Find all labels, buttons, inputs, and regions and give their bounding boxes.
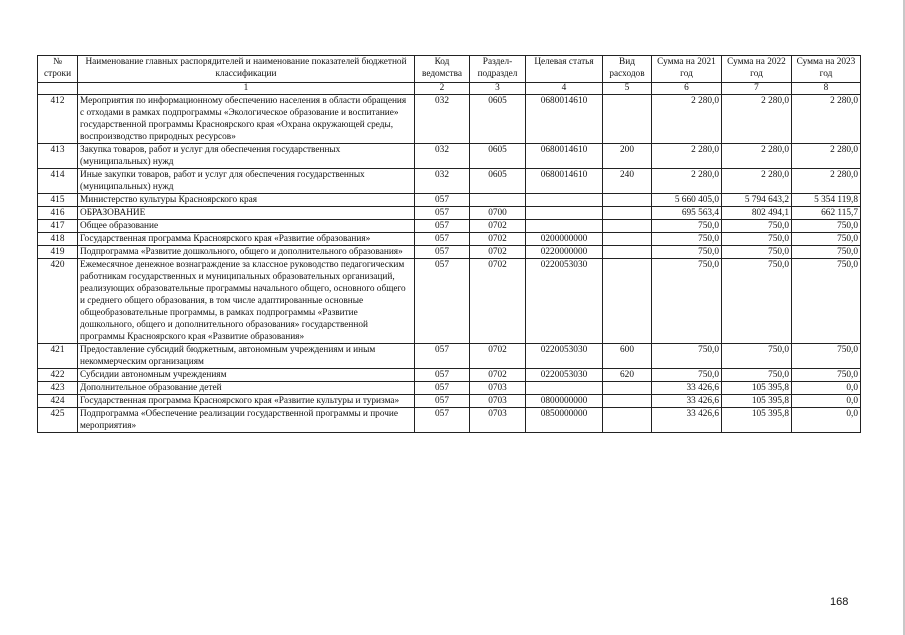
row-sum-2023: 750,0 xyxy=(792,246,861,259)
row-type xyxy=(603,194,652,207)
row-sum-2021: 695 563,4 xyxy=(652,207,722,220)
row-sum-2021: 2 280,0 xyxy=(652,169,722,194)
table-row xyxy=(38,246,861,259)
row-section xyxy=(470,194,526,207)
row-sum-2023: 750,0 xyxy=(792,233,861,246)
row-type xyxy=(603,382,652,395)
row-target: 0200000000 xyxy=(526,233,603,246)
row-number: 423 xyxy=(38,382,78,395)
row-type xyxy=(603,395,652,408)
row-sum-2022: 105 395,8 xyxy=(722,382,792,395)
column-number xyxy=(38,83,78,95)
table-row xyxy=(38,207,861,220)
row-code: 057 xyxy=(415,246,470,259)
row-name: Государственная программа Красноярского края «Развитие культуры и туризма» xyxy=(78,395,415,408)
header-section: Раздел-подраздел xyxy=(470,56,526,83)
row-type xyxy=(603,220,652,233)
row-name: Мероприятия по информационному обеспечению населения в области обращения с отходами в рамках подпрограммы «Экологическое образование и воспитание» государственной программы Красноярского края «Охрана окружающей среды, воспроизводство природных ресурсов» xyxy=(78,95,415,144)
row-sum-2021: 750,0 xyxy=(652,233,722,246)
page-number: 168 xyxy=(830,596,849,608)
row-code: 057 xyxy=(415,207,470,220)
row-type xyxy=(603,233,652,246)
row-sum-2021: 2 280,0 xyxy=(652,144,722,169)
row-sum-2022: 105 395,8 xyxy=(722,395,792,408)
budget-table xyxy=(37,55,861,433)
header-name: Наименование главных распорядителей и наименование показателей бюджетной классификации xyxy=(78,56,415,83)
row-section: 0605 xyxy=(470,95,526,144)
row-name: Дополнительное образование детей xyxy=(78,382,415,395)
row-name: Государственная программа Красноярского края «Развитие образования» xyxy=(78,233,415,246)
row-section: 0702 xyxy=(470,344,526,369)
row-number: 421 xyxy=(38,344,78,369)
row-code: 057 xyxy=(415,259,470,344)
row-sum-2021: 2 280,0 xyxy=(652,95,722,144)
header-sum-2022: Сумма на 2022 год xyxy=(722,56,792,83)
row-sum-2023: 0,0 xyxy=(792,395,861,408)
row-type: 600 xyxy=(603,344,652,369)
row-sum-2023: 5 354 119,8 xyxy=(792,194,861,207)
row-section: 0605 xyxy=(470,169,526,194)
row-target: 0850000000 xyxy=(526,408,603,433)
row-sum-2023: 750,0 xyxy=(792,344,861,369)
row-sum-2021: 750,0 xyxy=(652,220,722,233)
row-type: 240 xyxy=(603,169,652,194)
row-sum-2022: 105 395,8 xyxy=(722,408,792,433)
row-number: 419 xyxy=(38,246,78,259)
row-target: 0220053030 xyxy=(526,344,603,369)
row-section: 0702 xyxy=(470,246,526,259)
row-number: 422 xyxy=(38,369,78,382)
row-code: 057 xyxy=(415,194,470,207)
row-code: 057 xyxy=(415,382,470,395)
row-name: ОБРАЗОВАНИЕ xyxy=(78,207,415,220)
row-sum-2023: 2 280,0 xyxy=(792,169,861,194)
row-number: 417 xyxy=(38,220,78,233)
table-row xyxy=(38,259,861,344)
row-number: 412 xyxy=(38,95,78,144)
row-target: 0680014610 xyxy=(526,144,603,169)
row-section: 0703 xyxy=(470,382,526,395)
row-section: 0703 xyxy=(470,408,526,433)
row-type xyxy=(603,408,652,433)
table-row xyxy=(38,95,861,144)
row-sum-2023: 0,0 xyxy=(792,408,861,433)
row-number: 413 xyxy=(38,144,78,169)
row-target: 0220053030 xyxy=(526,369,603,382)
row-name: Подпрограмма «Обеспечение реализации государственной программы и прочие мероприятия» xyxy=(78,408,415,433)
header-num: № строки xyxy=(38,56,78,83)
header-sum-2023: Сумма на 2023 год xyxy=(792,56,861,83)
row-target xyxy=(526,207,603,220)
row-code: 057 xyxy=(415,408,470,433)
row-section: 0703 xyxy=(470,395,526,408)
row-name: Подпрограмма «Развитие дошкольного, общего и дополнительного образования» xyxy=(78,246,415,259)
row-sum-2023: 0,0 xyxy=(792,382,861,395)
row-target: 0800000000 xyxy=(526,395,603,408)
row-sum-2022: 2 280,0 xyxy=(722,95,792,144)
row-sum-2021: 5 660 405,0 xyxy=(652,194,722,207)
row-sum-2021: 750,0 xyxy=(652,344,722,369)
row-number: 415 xyxy=(38,194,78,207)
row-sum-2021: 33 426,6 xyxy=(652,408,722,433)
header-code: Код ведомства xyxy=(415,56,470,83)
row-sum-2023: 2 280,0 xyxy=(792,144,861,169)
row-number: 424 xyxy=(38,395,78,408)
table-row xyxy=(38,382,861,395)
row-target: 0680014610 xyxy=(526,169,603,194)
row-sum-2022: 2 280,0 xyxy=(722,144,792,169)
row-sum-2021: 33 426,6 xyxy=(652,382,722,395)
table-row xyxy=(38,344,861,369)
table-row xyxy=(38,369,861,382)
table-row xyxy=(38,395,861,408)
row-code: 032 xyxy=(415,95,470,144)
row-sum-2022: 750,0 xyxy=(722,259,792,344)
row-section: 0700 xyxy=(470,207,526,220)
row-section: 0702 xyxy=(470,220,526,233)
row-section: 0702 xyxy=(470,259,526,344)
column-number: 4 xyxy=(526,83,603,95)
row-number: 414 xyxy=(38,169,78,194)
row-name: Закупка товаров, работ и услуг для обеспечения государственных (муниципальных) нужд xyxy=(78,144,415,169)
row-sum-2023: 750,0 xyxy=(792,259,861,344)
row-sum-2023: 750,0 xyxy=(792,220,861,233)
row-type xyxy=(603,259,652,344)
header-sum-2021: Сумма на 2021 год xyxy=(652,56,722,83)
row-sum-2022: 750,0 xyxy=(722,246,792,259)
row-sum-2021: 750,0 xyxy=(652,259,722,344)
column-number: 5 xyxy=(603,83,652,95)
row-code: 057 xyxy=(415,233,470,246)
row-sum-2022: 5 794 643,2 xyxy=(722,194,792,207)
row-sum-2023: 662 115,7 xyxy=(792,207,861,220)
row-type: 620 xyxy=(603,369,652,382)
row-code: 032 xyxy=(415,144,470,169)
row-name: Общее образование xyxy=(78,220,415,233)
row-sum-2022: 750,0 xyxy=(722,233,792,246)
row-code: 057 xyxy=(415,344,470,369)
row-target: 0220000000 xyxy=(526,246,603,259)
row-number: 418 xyxy=(38,233,78,246)
row-type xyxy=(603,246,652,259)
row-name: Ежемесячное денежное вознаграждение за классное руководство педагогическим работникам государственных и муниципальных образовательных организаций, реализующих образовательные программы начального общего, основного общего и среднего общего образования, в том числе адаптированные основные общеобразовательные программы, в рамках подпрограммы «Развитие дошкольного, общего и дополнительного образования» государственной программы Красноярского края «Развитие образования» xyxy=(78,259,415,344)
column-number: 3 xyxy=(470,83,526,95)
column-number-row xyxy=(38,83,861,95)
table-row xyxy=(38,194,861,207)
row-number: 425 xyxy=(38,408,78,433)
row-type xyxy=(603,207,652,220)
table-row xyxy=(38,233,861,246)
header-row xyxy=(38,56,861,83)
row-type: 200 xyxy=(603,144,652,169)
header-target: Целевая статья xyxy=(526,56,603,83)
row-code: 057 xyxy=(415,369,470,382)
column-number: 1 xyxy=(78,83,415,95)
row-type xyxy=(603,95,652,144)
row-sum-2022: 750,0 xyxy=(722,344,792,369)
row-target xyxy=(526,220,603,233)
row-sum-2021: 33 426,6 xyxy=(652,395,722,408)
column-number: 7 xyxy=(722,83,792,95)
row-name: Министерство культуры Красноярского края xyxy=(78,194,415,207)
table-body xyxy=(38,95,861,433)
row-section: 0702 xyxy=(470,369,526,382)
column-number: 6 xyxy=(652,83,722,95)
row-target xyxy=(526,194,603,207)
row-sum-2022: 802 494,1 xyxy=(722,207,792,220)
row-name: Предоставление субсидий бюджетным, автономным учреждениям и иным некоммерческим организациям xyxy=(78,344,415,369)
column-number: 8 xyxy=(792,83,861,95)
row-code: 057 xyxy=(415,395,470,408)
row-section: 0702 xyxy=(470,233,526,246)
row-sum-2023: 750,0 xyxy=(792,369,861,382)
row-number: 420 xyxy=(38,259,78,344)
row-sum-2021: 750,0 xyxy=(652,369,722,382)
table-row xyxy=(38,144,861,169)
row-target: 0680014610 xyxy=(526,95,603,144)
row-target: 0220053030 xyxy=(526,259,603,344)
row-name: Иные закупки товаров, работ и услуг для обеспечения государственных (муниципальных) нужд xyxy=(78,169,415,194)
row-sum-2022: 2 280,0 xyxy=(722,169,792,194)
row-sum-2021: 750,0 xyxy=(652,246,722,259)
table-row xyxy=(38,220,861,233)
row-sum-2023: 2 280,0 xyxy=(792,95,861,144)
table-row xyxy=(38,408,861,433)
row-code: 057 xyxy=(415,220,470,233)
column-number: 2 xyxy=(415,83,470,95)
row-name: Субсидии автономным учреждениям xyxy=(78,369,415,382)
row-section: 0605 xyxy=(470,144,526,169)
row-sum-2022: 750,0 xyxy=(722,369,792,382)
row-sum-2022: 750,0 xyxy=(722,220,792,233)
row-number: 416 xyxy=(38,207,78,220)
header-type: Вид расходов xyxy=(603,56,652,83)
row-target xyxy=(526,382,603,395)
table-row xyxy=(38,169,861,194)
row-code: 032 xyxy=(415,169,470,194)
